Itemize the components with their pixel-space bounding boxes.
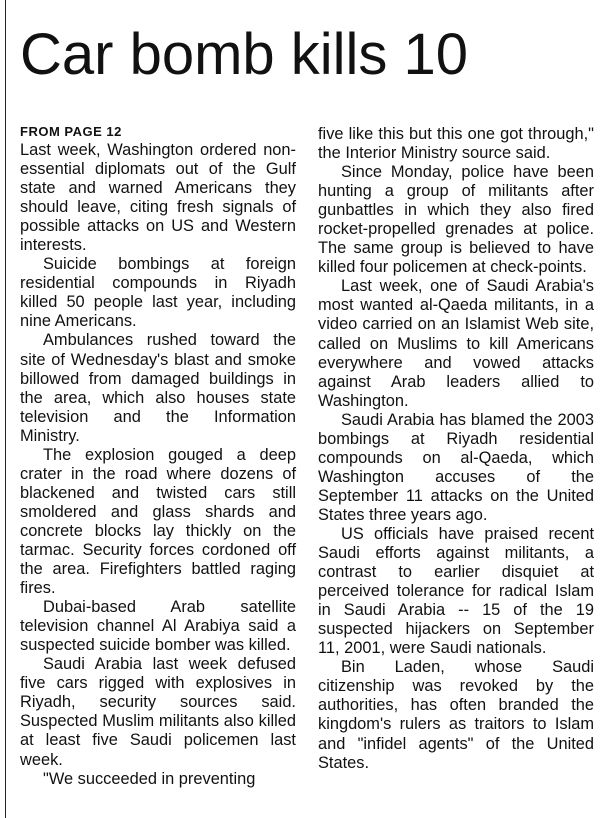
paragraph: "We succeeded in preventing — [43, 769, 256, 788]
paragraph: Bin Laden, whose Saudi citizenship was revoked by the authorities, has often branded the kingdom's rulers as traitors to Islam and "infidel agents" of the United States. — [318, 658, 594, 772]
source-label: FROM PAGE 12 — [20, 124, 122, 139]
paragraph: The explosion gouged a deep crater in the road where dozens of blackened and twisted cars still smoldered and glass shards and concrete blocks lay thickly on the tarmac. Security forces cordoned off the area. Firefighters battled raging fires. — [20, 445, 296, 598]
paragraph: Saudi Arabia last week defused five cars rigged with explosives in Riyadh, security sources said. Suspected Muslim militants also killed at least five Saudi policemen last week. — [20, 655, 296, 769]
paragraph: five like this but this one got through," the Interior Ministry source said. — [318, 125, 594, 163]
paragraph: Dubai-based Arab satellite television channel Al Arabiya said a suspected suicide bomber was killed. — [20, 598, 296, 655]
paragraph: Since Monday, police have been hunting a group of militants after gunbattles in which they also fired rocket-propelled grenades at police. The same group is believed to have killed four policemen at check-points. — [318, 163, 594, 277]
paragraph: Ambulances rushed toward the site of Wednesday's blast and smoke billowed from damaged buildings in the area, which also houses state television and the Information Ministry. — [20, 331, 296, 445]
article-column-right — [318, 125, 594, 773]
headline: Car bomb kills 10 — [20, 22, 469, 87]
paragraph: US officials have praised recent Saudi efforts against militants, a contrast to earlier disquiet at perceived tolerance for radical Islam in Saudi Arabia -- 15 of the 19 suspected hijackers on September 11, 2001, were Saudi nationals. — [318, 524, 594, 658]
paragraph: Last week, one of Saudi Arabia's most wanted al-Qaeda militants, in a video carried on an Islamist Web site, called on Muslims to kill Americans everywhere and vowed attacks against Arab leaders allied to Washington. — [318, 277, 594, 410]
paragraph: Suicide bombings at foreign residential compounds in Riyadh killed 50 people last year, including nine Americans. — [20, 255, 296, 331]
paragraph: Last week, Washington ordered non-essential diplomats out of the Gulf state and warned Americans they should leave, citing fresh signals of possible attacks on US and Western interests. — [20, 141, 296, 255]
column-rule — [5, 0, 6, 818]
paragraph: Saudi Arabia has blamed the 2003 bombings at Riyadh residential compounds on al-Qaeda, which Washington accuses of the September 11 attacks on the United States three years ago. — [318, 410, 594, 524]
article-column-left — [20, 124, 296, 789]
